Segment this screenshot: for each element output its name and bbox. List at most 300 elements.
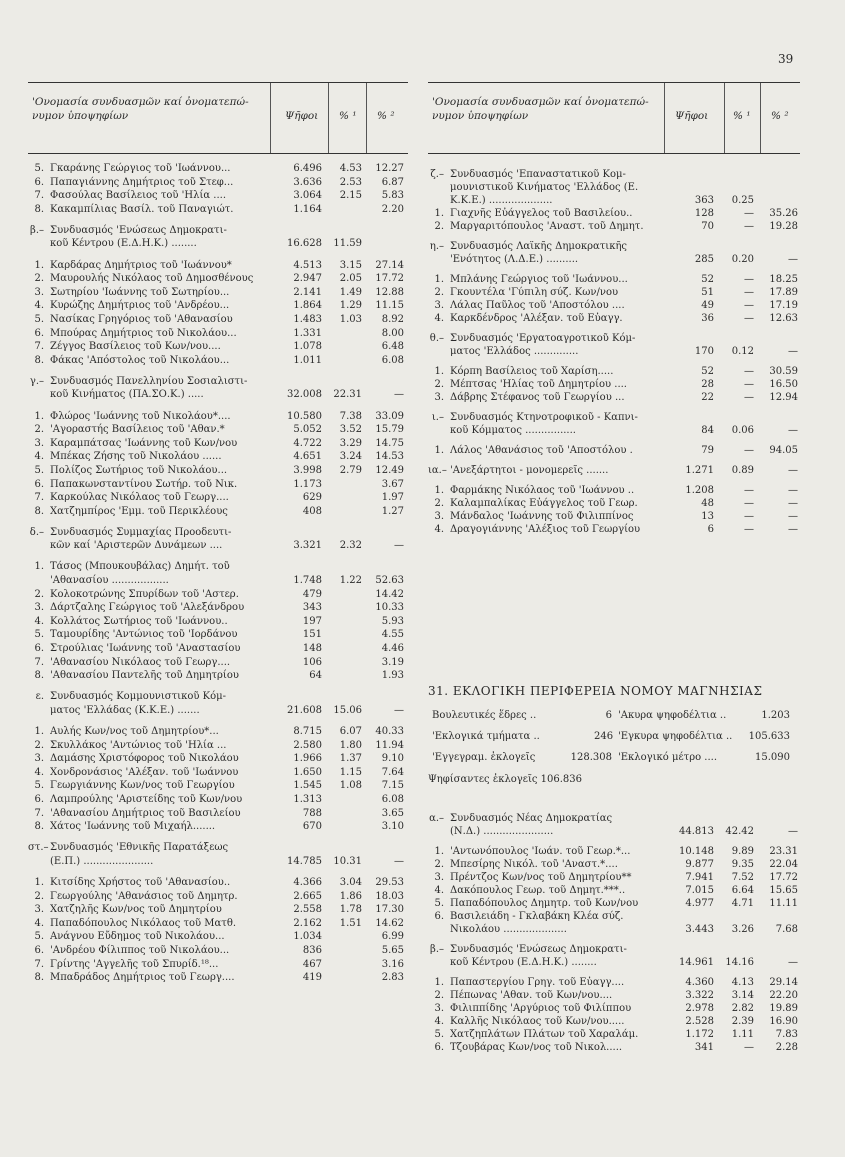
candidate-name: 'Ανεξάρτητοι - μονομερεῖς ....... xyxy=(450,464,609,476)
table-row xyxy=(28,354,408,367)
pct2-value: 29.14 xyxy=(769,976,798,988)
pct1-value: 4.71 xyxy=(731,897,754,909)
pct2-value: 22.20 xyxy=(769,989,798,1001)
candidate-name: Νασίκας Γρηγόριος τοῦ 'Αθανασίου xyxy=(50,313,233,325)
table-row xyxy=(28,203,408,216)
pct2-value: 12.88 xyxy=(375,286,404,298)
votes-value: 170 xyxy=(694,345,714,357)
row-index: 2. xyxy=(34,273,44,285)
candidate-name: Βασιλειάδη - Γκλαβάκη Κλέα σύζ. xyxy=(450,910,624,922)
table-header-right xyxy=(428,82,800,154)
table-row xyxy=(28,375,408,388)
pct1-value: — xyxy=(744,1041,754,1053)
table-row xyxy=(428,845,800,858)
row-index: ι.– xyxy=(431,411,444,423)
candidate-name: Μαυρουλής Νικόλαος τοῦ Δημοσθένους xyxy=(50,273,254,285)
pct1-value: 0.06 xyxy=(731,424,754,436)
votes-value: 1.966 xyxy=(293,753,322,765)
pct1-value: — xyxy=(744,365,754,377)
table-row xyxy=(28,286,408,299)
row-index: 5. xyxy=(34,464,44,476)
table-row xyxy=(428,168,800,181)
candidate-name: Φλώρος 'Ιωάννης τοῦ Νικολάου*.... xyxy=(50,410,231,422)
table-row xyxy=(28,560,408,573)
pct1-value: 3.15 xyxy=(339,259,362,271)
row-index: 2. xyxy=(34,588,44,600)
votes-value: 1.173 xyxy=(293,478,322,490)
pct1-value: 7.38 xyxy=(339,410,362,422)
votes-value: 52 xyxy=(701,273,714,285)
candidate-name: κῶν καί 'Αριστερῶν Δυνάμεων .... xyxy=(50,540,223,552)
header-votes-label: Ψῆφοι xyxy=(675,110,709,122)
header-pct2-label: % ² xyxy=(771,110,789,122)
stat-value: 246 xyxy=(594,731,614,742)
pct1-value: 3.14 xyxy=(731,989,754,1001)
row-index: 2. xyxy=(34,739,44,751)
row-index: 2. xyxy=(34,424,44,436)
pct2-value: 12.94 xyxy=(769,391,798,403)
pct2-value: — xyxy=(788,825,798,837)
table-row xyxy=(28,237,408,250)
candidate-name: Μπαδράδος Δημήτριος τοῦ Γεωργ.... xyxy=(50,972,235,984)
header-name-label: 'Ονομασία συνδυασμῶν καί ὀνοματεπώ-νυμον ὑποψηφίων xyxy=(32,96,249,122)
votes-value: 4.366 xyxy=(293,877,322,888)
pct2-value: 2.83 xyxy=(381,972,404,984)
votes-value: 8.715 xyxy=(293,726,322,738)
table-row xyxy=(428,989,800,1002)
candidate-name: Ζέγγος Βασίλειος τοῦ Κων/νου.... xyxy=(50,341,221,353)
candidate-name: Δάρτζαλης Γεώργιος τοῦ 'Αλεξάνδρου xyxy=(50,602,245,614)
stat-value: 128.308 xyxy=(570,752,612,763)
candidate-name: Κόρπη Βασίλειος τοῦ Χαρίση..... xyxy=(450,365,614,377)
table-row xyxy=(28,958,408,971)
pct2-value: 7.64 xyxy=(381,766,404,778)
row-index: 2. xyxy=(434,858,444,870)
candidate-name: Αυλής Κων/νος τοῦ Δημητρίου*... xyxy=(50,726,219,738)
votes-value: 14.785 xyxy=(287,855,322,867)
table-row xyxy=(28,437,408,450)
pct2-value: 19.28 xyxy=(769,220,798,232)
row-index: 1. xyxy=(434,207,444,219)
candidate-name: Φαρμάκης Νικόλαος τοῦ 'Ιωάννου .. xyxy=(450,484,635,496)
pct1-value: 1.37 xyxy=(339,753,362,765)
row-index: 7. xyxy=(34,958,44,970)
row-index: 5. xyxy=(34,931,44,943)
votes-value: 1.864 xyxy=(293,300,322,312)
pct1-value: 1.51 xyxy=(339,917,362,929)
table-row xyxy=(28,876,408,889)
votes-value: 2.558 xyxy=(293,904,322,916)
candidate-name: Χατζηπλάτων Πλάτων τοῦ Χαραλάμ. xyxy=(450,1028,639,1040)
votes-value: 4.360 xyxy=(685,976,714,988)
table-row xyxy=(28,944,408,957)
votes-value: 343 xyxy=(302,602,322,614)
votes-value: 4.651 xyxy=(293,451,322,463)
table-row xyxy=(28,820,408,833)
candidate-name: Κολλάτος Σωτήριος τοῦ 'Ιωάννου.. xyxy=(50,615,228,627)
pct2-value: 3.10 xyxy=(381,821,404,833)
candidate-name: κοῦ Κέντρου (Ε.Δ.Η.Κ.) ........ xyxy=(50,238,197,250)
candidate-name: Συνδυασμός 'Επαναστατικοῦ Κομ- xyxy=(450,169,626,180)
candidate-name: Φάκας 'Απόστολος τοῦ Νικολάου... xyxy=(50,354,230,366)
pct2-value: — xyxy=(394,855,404,867)
pct1-value: 1.15 xyxy=(339,766,362,778)
table-row xyxy=(28,478,408,491)
votes-value: 44.813 xyxy=(679,825,714,837)
votes-value: 3.322 xyxy=(685,989,714,1001)
table-row xyxy=(428,286,800,299)
pct2-value: 33.09 xyxy=(375,410,404,422)
pct1-value: 4.53 xyxy=(339,163,362,174)
row-index: γ.– xyxy=(29,375,44,387)
header-votes-label: Ψῆφοι xyxy=(285,110,319,122)
pct1-value: 3.26 xyxy=(731,923,754,935)
pct2-value: 6.99 xyxy=(381,931,404,943)
votes-value: 3.064 xyxy=(293,190,322,202)
votes-value: 4.513 xyxy=(293,259,322,271)
pct2-value: 4.46 xyxy=(381,643,404,655)
stat-label: 'Εγκυρα ψηφοδέλτια .. xyxy=(618,731,733,742)
candidate-name: Λάλος 'Αθανάσιος τοῦ 'Αποστόλου . xyxy=(450,444,633,456)
pct2-value: 8.92 xyxy=(381,313,404,325)
pct2-value: 17.19 xyxy=(769,299,798,311)
pct2-value: — xyxy=(788,464,798,476)
table-row xyxy=(28,410,408,423)
votes-value: 1.545 xyxy=(293,780,322,792)
candidate-name: Κολοκοτρώνης Σπυρίδων τοῦ 'Αστερ. xyxy=(50,588,239,600)
votes-value: 285 xyxy=(694,253,714,265)
table-row xyxy=(428,897,800,910)
row-index: 6. xyxy=(34,478,44,490)
pct2-value: 3.16 xyxy=(381,958,404,970)
pct1-value: — xyxy=(744,273,754,285)
pct2-value: — xyxy=(788,424,798,436)
table-row xyxy=(28,793,408,806)
stat-value: 1.203 xyxy=(761,710,790,721)
voters-total: Ψηφίσαντες ἐκλογεῖς 106.836 xyxy=(428,774,583,785)
pct2-value: 6.08 xyxy=(381,794,404,806)
pct1-value: 2.53 xyxy=(339,176,362,188)
pct1-value: 1.78 xyxy=(339,904,362,916)
table-row xyxy=(428,345,800,358)
votes-value: 48 xyxy=(701,497,714,509)
row-index: 3. xyxy=(34,602,44,614)
candidate-name: Σωτηρίου 'Ιωάννης τοῦ Σωτηρίου... xyxy=(50,286,230,298)
table-row xyxy=(428,923,800,936)
pct1-value: 14.16 xyxy=(725,956,754,968)
row-index: 4. xyxy=(34,451,44,463)
row-index: 4. xyxy=(34,917,44,929)
header-pct2-label: % ² xyxy=(377,110,395,122)
pct2-value: 17.89 xyxy=(769,286,798,298)
pct2-value: 16.50 xyxy=(769,378,798,390)
table-row xyxy=(28,505,408,518)
pct2-value: 12.63 xyxy=(769,312,798,324)
candidate-name: Καρκδένδρος 'Αλέξαν. τοῦ Εὐαγγ. xyxy=(450,312,623,324)
pct2-value: — xyxy=(394,389,404,401)
row-index: ζ.– xyxy=(430,169,444,180)
row-index: 8. xyxy=(34,972,44,984)
row-index: β.– xyxy=(430,943,444,955)
votes-value: 1.208 xyxy=(685,484,714,496)
table-row xyxy=(428,207,800,220)
votes-value: 9.877 xyxy=(685,858,714,870)
pct2-value: 27.14 xyxy=(375,259,404,271)
votes-value: 2.580 xyxy=(293,739,322,751)
votes-value: 479 xyxy=(302,588,322,600)
candidate-name: ματος 'Ελλάδος .............. xyxy=(450,345,579,357)
votes-value: 1.331 xyxy=(293,327,322,339)
pct2-value: 1.27 xyxy=(381,505,404,517)
table-row xyxy=(428,943,800,956)
pct2-value: — xyxy=(788,510,798,522)
table-row xyxy=(428,464,800,477)
row-index: 4. xyxy=(434,884,444,896)
row-index: 1. xyxy=(434,273,444,285)
pct2-value: 17.72 xyxy=(375,273,404,285)
table-row xyxy=(28,903,408,916)
candidate-name: Χάτος 'Ιωάννης τοῦ Μιχαήλ....... xyxy=(50,821,216,833)
table-row xyxy=(28,704,408,717)
candidate-name: Γρίντης 'Αγγελῆς τοῦ Σπυρίδ.¹⁸... xyxy=(50,958,219,970)
pct2-value: 2.20 xyxy=(381,203,404,215)
pct1-value: 6.07 xyxy=(339,726,362,738)
table-row xyxy=(28,690,408,703)
row-index: 4. xyxy=(34,766,44,778)
votes-value: 16.628 xyxy=(287,238,322,250)
candidate-name: κοῦ Κέντρου (Ε.Δ.Η.Κ.) ........ xyxy=(450,956,597,968)
pct1-value: 3.52 xyxy=(339,424,362,436)
pct2-value: 4.55 xyxy=(381,629,404,641)
pct1-value: 9.89 xyxy=(731,846,754,858)
table-header-left xyxy=(28,82,408,154)
row-index: 5. xyxy=(34,780,44,792)
votes-value: 1.011 xyxy=(293,354,322,366)
candidate-name: Παπαγιάννης Δημήτριος τοῦ Στεφ... xyxy=(50,176,234,188)
table-row xyxy=(428,871,800,884)
votes-value: 1.748 xyxy=(293,575,322,587)
row-index: 5. xyxy=(34,313,44,325)
pct2-value: — xyxy=(788,956,798,968)
row-index: 7. xyxy=(34,190,44,202)
table-row xyxy=(28,917,408,930)
table-row xyxy=(28,841,408,854)
table-row xyxy=(428,825,800,838)
pct1-value: 3.29 xyxy=(339,437,362,449)
candidate-name: Λάλας Παῦλος τοῦ 'Αποστόλου .... xyxy=(450,299,625,311)
row-index: 8. xyxy=(34,821,44,833)
candidate-name: Μάνδαλος 'Ιωάννης τοῦ Φιλιππίνος xyxy=(450,510,634,522)
pct1-value: 2.39 xyxy=(731,1015,754,1027)
candidate-name: Χατζηλῆς Κων/νος τοῦ Δημητρίου xyxy=(50,904,222,916)
pct1-value: 2.05 xyxy=(339,273,362,285)
table-row xyxy=(28,739,408,752)
row-index: 1. xyxy=(434,444,444,456)
candidate-name: 'Αγοραστής Βασίλειος τοῦ 'Αθαν.* xyxy=(50,424,225,436)
candidate-name: Πολίζος Σωτήριος τοῦ Νικολάου... xyxy=(50,464,228,476)
votes-value: 7.015 xyxy=(685,884,714,896)
table-row xyxy=(428,1028,800,1041)
row-index: 4. xyxy=(34,615,44,627)
pct1-value: 3.04 xyxy=(339,877,362,888)
table-row xyxy=(428,253,800,266)
header-name-label: 'Ονομασία συνδυασμῶν καί ὀνοματεπώ-νυμον ὑποψηφίων xyxy=(432,96,649,122)
pct2-value: — xyxy=(788,253,798,265)
candidate-name: Συνδυασμός Κτηνοτροφικοῦ - Καπνι- xyxy=(450,411,638,423)
stat-value: 105.633 xyxy=(748,731,790,742)
stat-label: Βουλευτικές ἕδρες .. xyxy=(432,710,537,721)
row-index: β.– xyxy=(30,224,44,236)
stat-label: 'Εγγεγραμ. ἐκλογεῖς xyxy=(432,752,536,763)
stat-value: 15.090 xyxy=(755,752,790,763)
candidate-name: Λαμπρούλης 'Αριστείδης τοῦ Κων/νου xyxy=(50,794,243,806)
table-row xyxy=(428,1002,800,1015)
row-index: 1. xyxy=(434,976,444,988)
row-index: 4. xyxy=(434,1015,444,1027)
table-row xyxy=(428,312,800,325)
row-index: 1. xyxy=(434,484,444,496)
pct2-value: 12.27 xyxy=(375,163,404,174)
row-index: 2. xyxy=(434,497,444,509)
table-row xyxy=(28,669,408,682)
votes-value: 4.722 xyxy=(293,437,322,449)
candidate-name: Συνδυασμός 'Εθνικῆς Παρατάξεως xyxy=(50,842,229,854)
row-index: 1. xyxy=(34,877,44,888)
table-row xyxy=(428,884,800,897)
row-index: 6. xyxy=(34,643,44,655)
table-row xyxy=(28,340,408,353)
row-index: 1. xyxy=(34,561,44,573)
candidate-name: 'Αντωνόπουλος 'Ιωάν. τοῦ Γεωρ.*... xyxy=(450,846,631,858)
votes-value: 408 xyxy=(302,505,322,517)
votes-value: 629 xyxy=(302,492,322,504)
row-index: δ.– xyxy=(29,526,44,538)
pct2-value: 17.72 xyxy=(769,871,798,883)
pct1-value: 1.80 xyxy=(339,739,362,751)
candidate-name: Καλλῆς Νικόλαος τοῦ Κων/νου..... xyxy=(450,1015,625,1027)
table-row xyxy=(28,930,408,943)
row-index: α.– xyxy=(429,813,444,824)
candidate-name: Χονδρονάσιος 'Αλέξαν. τοῦ 'Ιωάννου xyxy=(50,766,239,778)
table-row xyxy=(428,510,800,523)
candidate-name: Τάσος (Μπουκουβάλας) Δημήτ. τοῦ xyxy=(50,561,230,573)
candidate-name: Συνδυασμός Νέας Δημοκρατίας xyxy=(450,813,613,824)
pct2-value: 9.10 xyxy=(381,753,404,765)
table-row xyxy=(28,176,408,189)
pct1-value: 3.24 xyxy=(339,451,362,463)
row-index: 3. xyxy=(34,753,44,765)
row-index: 1. xyxy=(34,259,44,271)
pct2-value: 6.87 xyxy=(381,176,404,188)
pct2-value: 1.97 xyxy=(381,492,404,504)
table-row xyxy=(428,484,800,497)
table-row xyxy=(28,890,408,903)
candidate-name: Στρούλιας 'Ιωάννης τοῦ 'Αναστασίου xyxy=(50,643,241,655)
candidate-name: Γκουντέλα 'Γύπιλη σύζ. Κων/νου xyxy=(450,286,619,298)
pct2-value: 52.63 xyxy=(375,575,404,587)
votes-value: 2.947 xyxy=(293,273,322,285)
row-index: 8. xyxy=(34,670,44,682)
votes-value: 106 xyxy=(302,656,322,668)
candidate-name: Δαμάσης Χριστόφορος τοῦ Νικολάου xyxy=(50,753,239,765)
pct1-value: 2.82 xyxy=(731,1002,754,1014)
candidate-name: Δάβρης Στέφανος τοῦ Γεωργίου ... xyxy=(450,391,625,403)
pct2-value: 30.59 xyxy=(769,365,798,377)
pct2-value: 5.93 xyxy=(381,615,404,627)
table-row xyxy=(28,423,408,436)
table-row xyxy=(428,910,800,923)
votes-value: 3.998 xyxy=(293,464,322,476)
table-row xyxy=(428,332,800,345)
table-row xyxy=(28,855,408,868)
row-index: 3. xyxy=(434,391,444,403)
votes-value: 1.313 xyxy=(293,794,322,806)
candidate-name: Καρκούλας Νικόλαος τοῦ Γεωργ.... xyxy=(50,492,229,504)
candidate-name: 'Ενότητος (Λ.Δ.Ε.) .......... xyxy=(450,253,579,265)
pct1-value: 10.31 xyxy=(333,855,362,867)
table-row xyxy=(28,615,408,628)
pct1-value: 42.42 xyxy=(725,825,754,837)
candidate-name: Παπαδόπουλος Νικόλαος τοῦ Ματθ. xyxy=(50,917,237,929)
candidate-name: Καραμπάτσας 'Ιωάννης τοῦ Κων/νου xyxy=(50,437,238,449)
candidate-name: Γκαράνης Γεώργιος τοῦ 'Ιωάννου... xyxy=(50,163,231,174)
pct2-value: 6.08 xyxy=(381,354,404,366)
row-index: 6. xyxy=(434,910,444,922)
candidate-name: 'Αθανασίου .................. xyxy=(50,575,169,587)
pct2-value: — xyxy=(788,484,798,496)
table-row xyxy=(28,588,408,601)
page-number: 39 xyxy=(778,52,794,66)
pct2-value: 7.68 xyxy=(775,923,798,935)
table-row xyxy=(28,388,408,401)
stat-value: 6 xyxy=(605,710,612,721)
table-row xyxy=(28,327,408,340)
table-row xyxy=(28,224,408,237)
pct2-value: — xyxy=(788,497,798,509)
votes-value: 788 xyxy=(302,807,322,819)
table-row xyxy=(428,956,800,969)
pct2-value: 3.65 xyxy=(381,807,404,819)
votes-value: 670 xyxy=(302,821,322,833)
pct1-value: — xyxy=(744,207,754,219)
pct1-value: — xyxy=(744,286,754,298)
votes-value: 51 xyxy=(701,286,714,298)
table-row xyxy=(428,240,800,253)
table-row xyxy=(428,194,800,207)
pct2-value: 14.53 xyxy=(375,451,404,463)
votes-value: 1.172 xyxy=(685,1028,714,1040)
pct1-value: 1.49 xyxy=(339,286,362,298)
row-index: 3. xyxy=(434,510,444,522)
candidate-name: Σκυλλάκος 'Αντώνιος τοῦ 'Ηλία ... xyxy=(50,739,227,751)
pct2-value: 3.67 xyxy=(381,478,404,490)
candidate-name: 'Αθανασίου Νικόλαος τοῦ Γεωργ.... xyxy=(50,656,231,668)
row-index: 5. xyxy=(434,1028,444,1040)
row-index: 2. xyxy=(434,220,444,232)
row-index: 8. xyxy=(34,505,44,517)
candidate-name: Δακόπουλος Γεωρ. τοῦ Δημητ.***.. xyxy=(450,884,626,896)
row-index: 3. xyxy=(34,286,44,298)
table-row xyxy=(428,365,800,378)
row-index: 2. xyxy=(434,286,444,298)
table-row xyxy=(428,1041,800,1054)
row-index: 3. xyxy=(34,904,44,916)
votes-value: 1.483 xyxy=(293,313,322,325)
candidate-name: Συνδυασμός Πανελληνίου Σοσιαλιστι- xyxy=(50,375,248,387)
pct2-value: 15.65 xyxy=(769,884,798,896)
table-row xyxy=(28,601,408,614)
table-row xyxy=(28,259,408,272)
